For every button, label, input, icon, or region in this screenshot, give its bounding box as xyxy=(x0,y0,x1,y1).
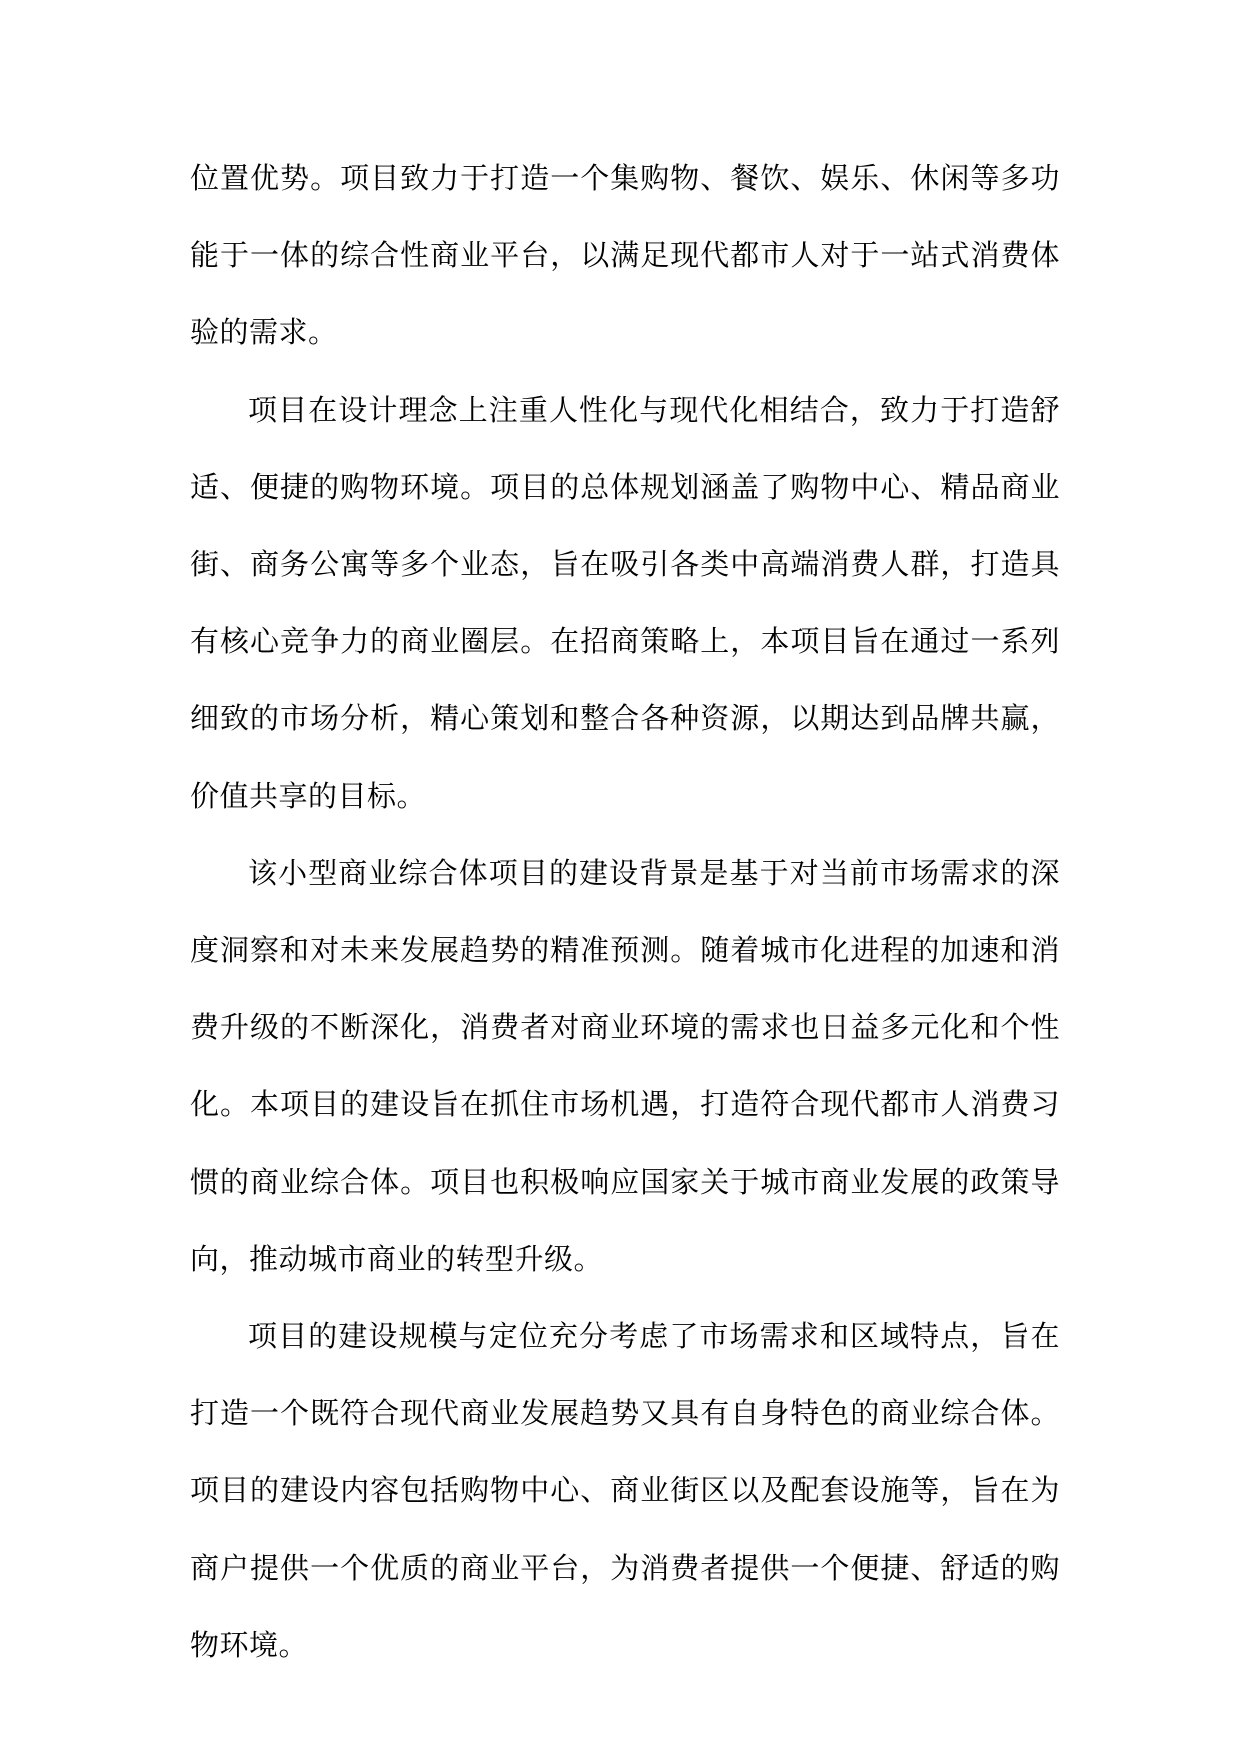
paragraph-scale-positioning: 项目的建设规模与定位充分考虑了市场需求和区域特点，旨在打造一个既符合现代商业发展趋势又具有自身特色的商业综合体。项目的建设内容包括购物中心、商业街区以及配套设施等，旨在为商户提供一个优质的商业平台，为消费者提供一个便捷、舒适的购物环境。 xyxy=(190,1319,1060,1662)
paragraph-construction-background: 该小型商业综合体项目的建设背景是基于对当前市场需求的深度洞察和对未来发展趋势的精准预测。随着城市化进程的加速和消费升级的不断深化，消费者对商业环境的需求也日益多元化和个性化。本项目的建设旨在抓住市场机遇，打造符合现代都市人消费习惯的商业综合体。项目也积极响应国家关于城市商业发展的政策导向，推动城市商业的转型升级。 xyxy=(190,855,1060,1276)
body-text xyxy=(190,140,1060,1684)
paragraph-location-advantage: 位置优势。项目致力于打造一个集购物、餐饮、娱乐、休闲等多功能于一体的综合性商业平台，以满足现代都市人对于一站式消费体验的需求。 xyxy=(190,161,1060,350)
paragraph-design-concept: 项目在设计理念上注重人性化与现代化相结合，致力于打造舒适、便捷的购物环境。项目的总体规划涵盖了购物中心、精品商业街、商务公寓等多个业态，旨在吸引各类中高端消费人群，打造具有核心竞争力的商业圈层。在招商策略上，本项目旨在通过一系列细致的市场分析，精心策划和整合各种资源，以期达到品牌共赢，价值共享的目标。 xyxy=(190,392,1060,813)
